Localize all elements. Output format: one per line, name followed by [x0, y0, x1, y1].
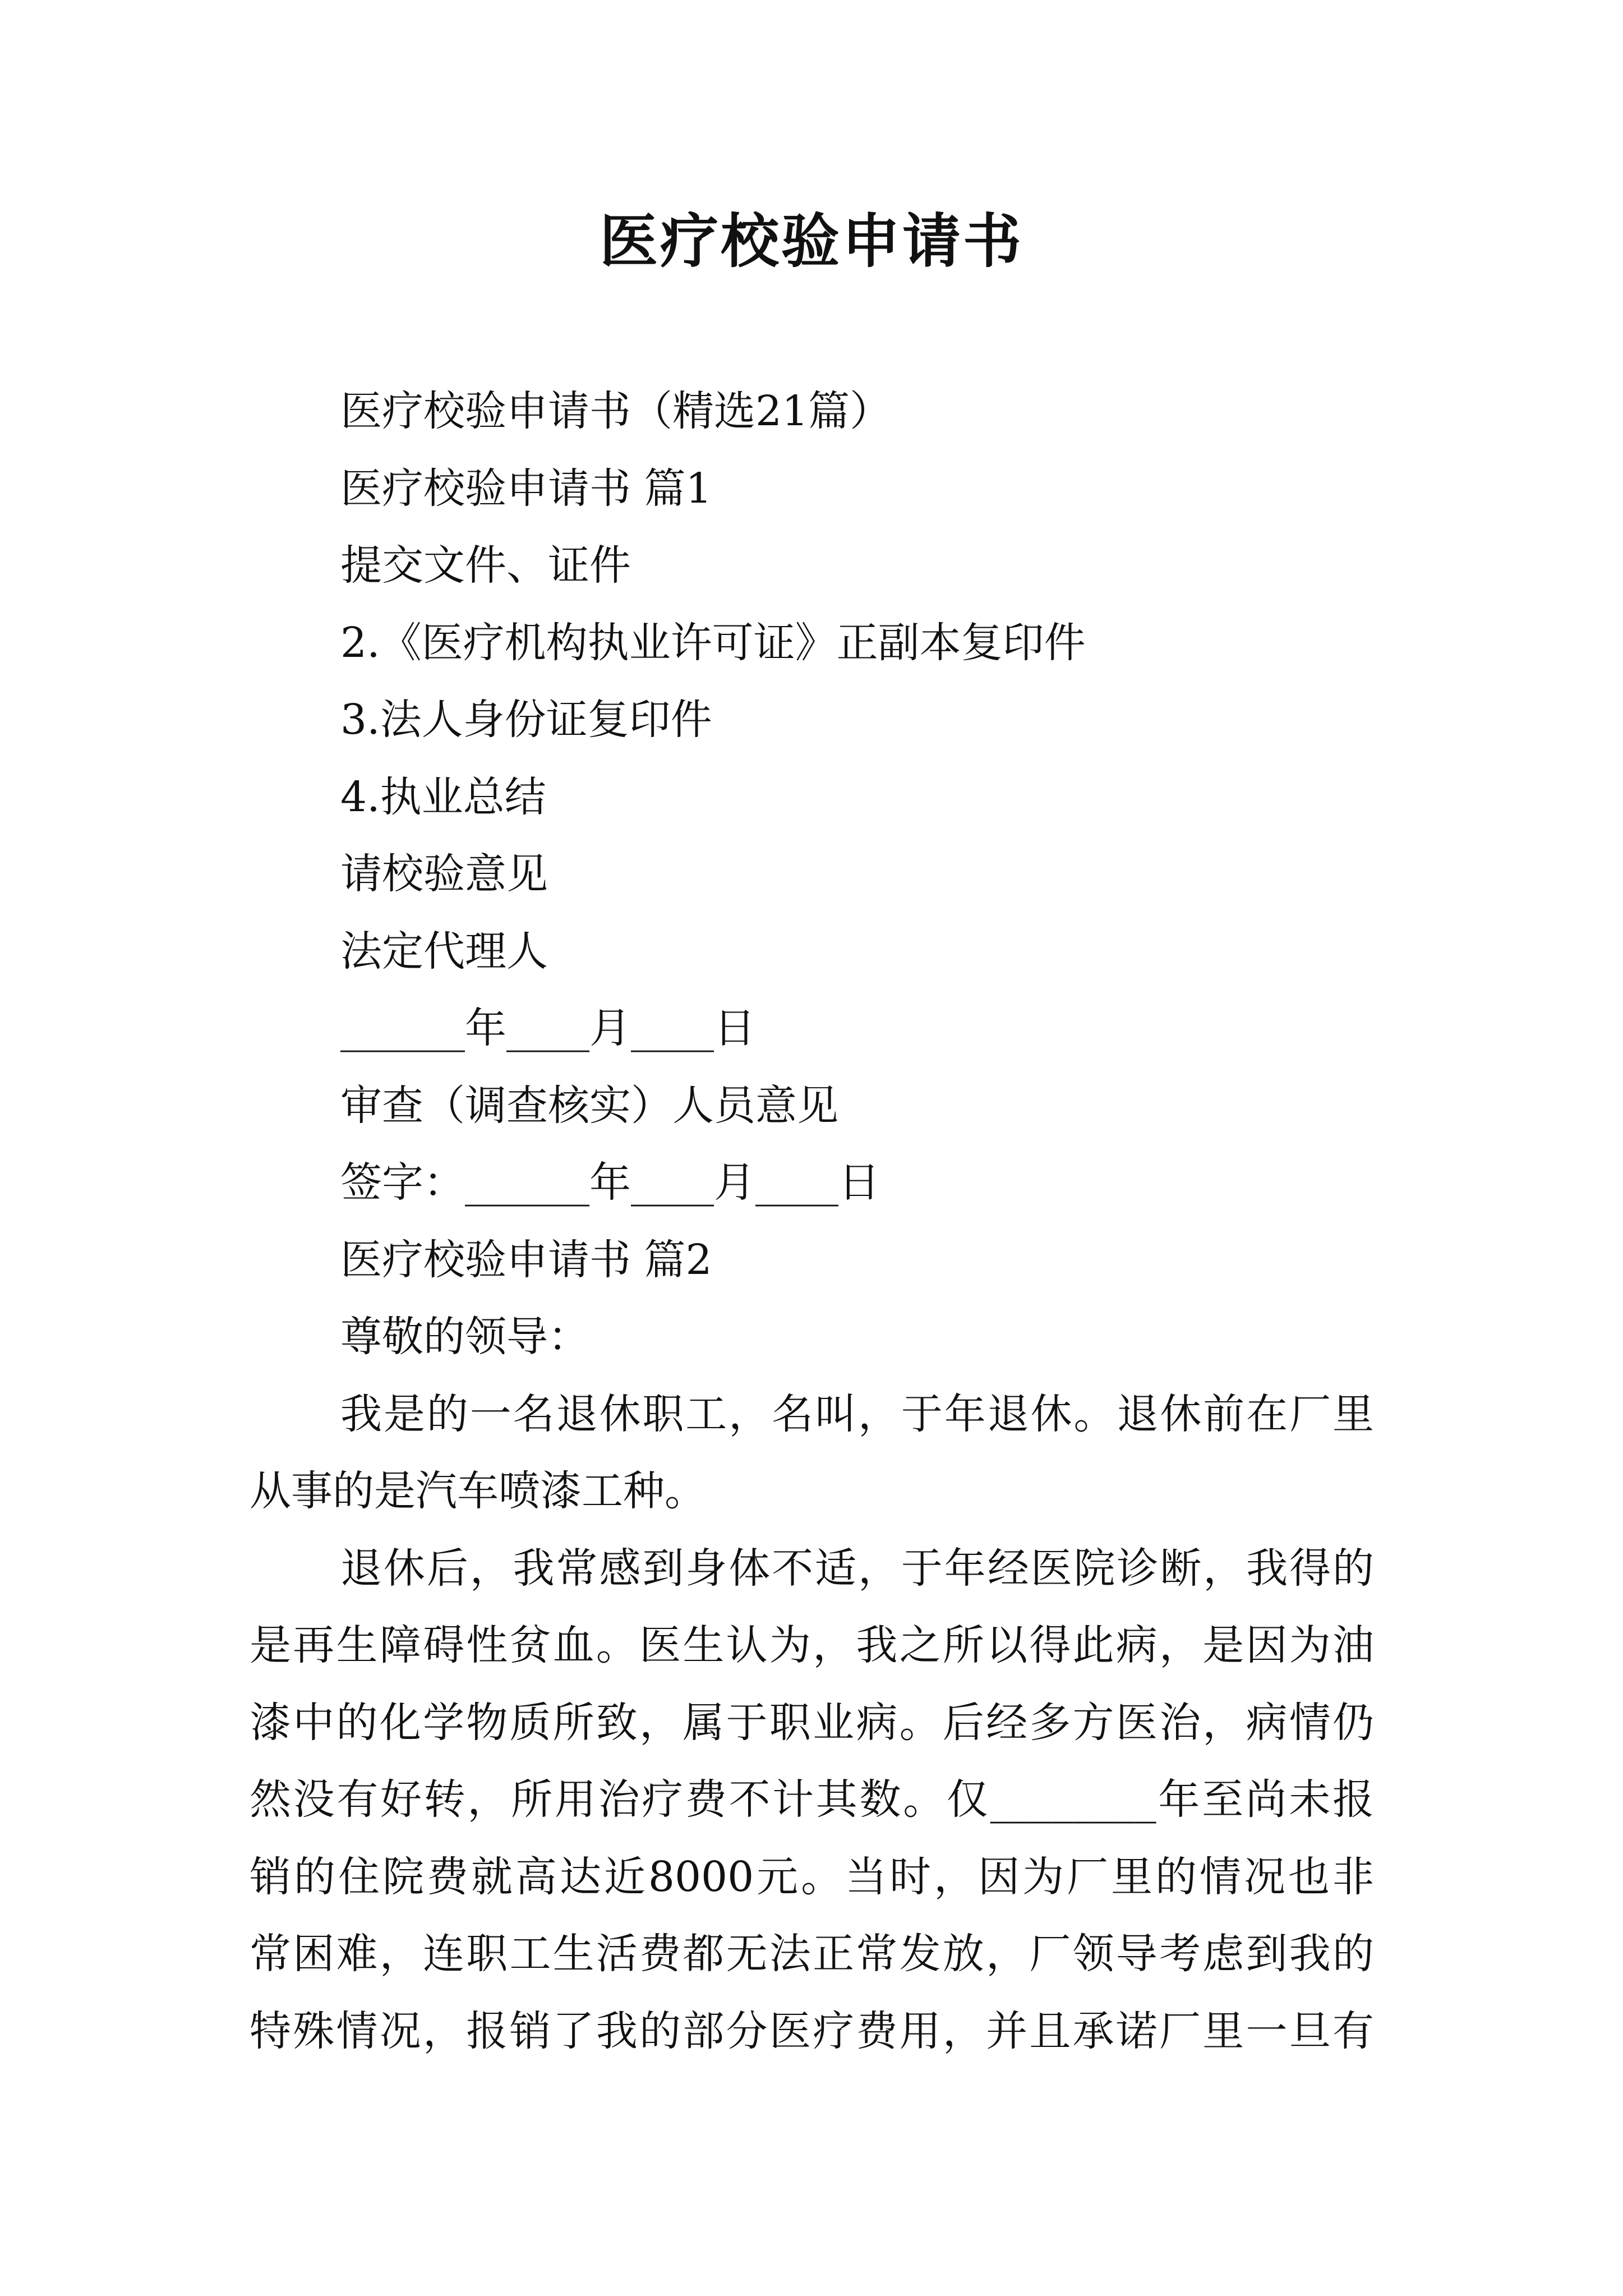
signature-date-line: 签字：______年____月____日 — [340, 1158, 880, 1207]
body-paragraph-1 — [250, 1376, 1374, 1530]
list-item-3: 3.法人身份证复印件 — [340, 696, 712, 744]
list-item-2: 2.《医疗机构执业许可证》正副本复印件 — [340, 618, 1086, 667]
paragraph-line: 我是的一名退休职工，名叫，于年退休。退休前在厂里 — [340, 1389, 1374, 1438]
salutation-line: 尊敬的领导： — [340, 1313, 589, 1361]
paragraph-line: 常困难，连职工生活费都无法正常发放，厂领导考虑到我的 — [250, 1930, 1374, 1978]
section-heading-2: 医疗校验申请书 篇2 — [340, 1235, 712, 1284]
text-line: 审查（调查核实）人员意见 — [340, 1081, 838, 1130]
paragraph-line: 特殊情况，报销了我的部分医疗费用，并且承诺厂里一旦有 — [250, 2007, 1374, 2055]
paragraph-line: 然没有好转，所用治疗费不计其数。仅________年至尚未报 — [250, 1775, 1374, 1824]
text-line: 请校验意见 — [340, 850, 548, 898]
body-paragraph-2 — [250, 1530, 1374, 2070]
document-title: 医疗校验申请书 — [599, 206, 1023, 275]
list-item-4: 4.执业总结 — [340, 772, 546, 821]
section-heading-1: 医疗校验申请书 篇1 — [340, 464, 712, 513]
paragraph-line: 销的住院费就高达近8000元。当时，因为厂里的情况也非 — [250, 1852, 1374, 1901]
date-blank-line: ______年____月____日 — [340, 1004, 755, 1052]
subtitle-line: 医疗校验申请书（精选21篇） — [340, 387, 892, 435]
text-line: 提交文件、证件 — [340, 541, 631, 590]
paragraph-line: 漆中的化学物质所致，属于职业病。后经多方医治，病情仍 — [250, 1698, 1374, 1747]
paragraph-line: 是再生障碍性贫血。医生认为，我之所以得此病，是因为油 — [250, 1621, 1374, 1669]
text-line: 法定代理人 — [340, 927, 548, 976]
paragraph-line: 从事的是汽车喷漆工种。 — [250, 1467, 706, 1515]
paragraph-line: 退休后，我常感到身体不适，于年经医院诊断，我得的 — [340, 1544, 1374, 1593]
document-body — [250, 373, 1374, 2070]
